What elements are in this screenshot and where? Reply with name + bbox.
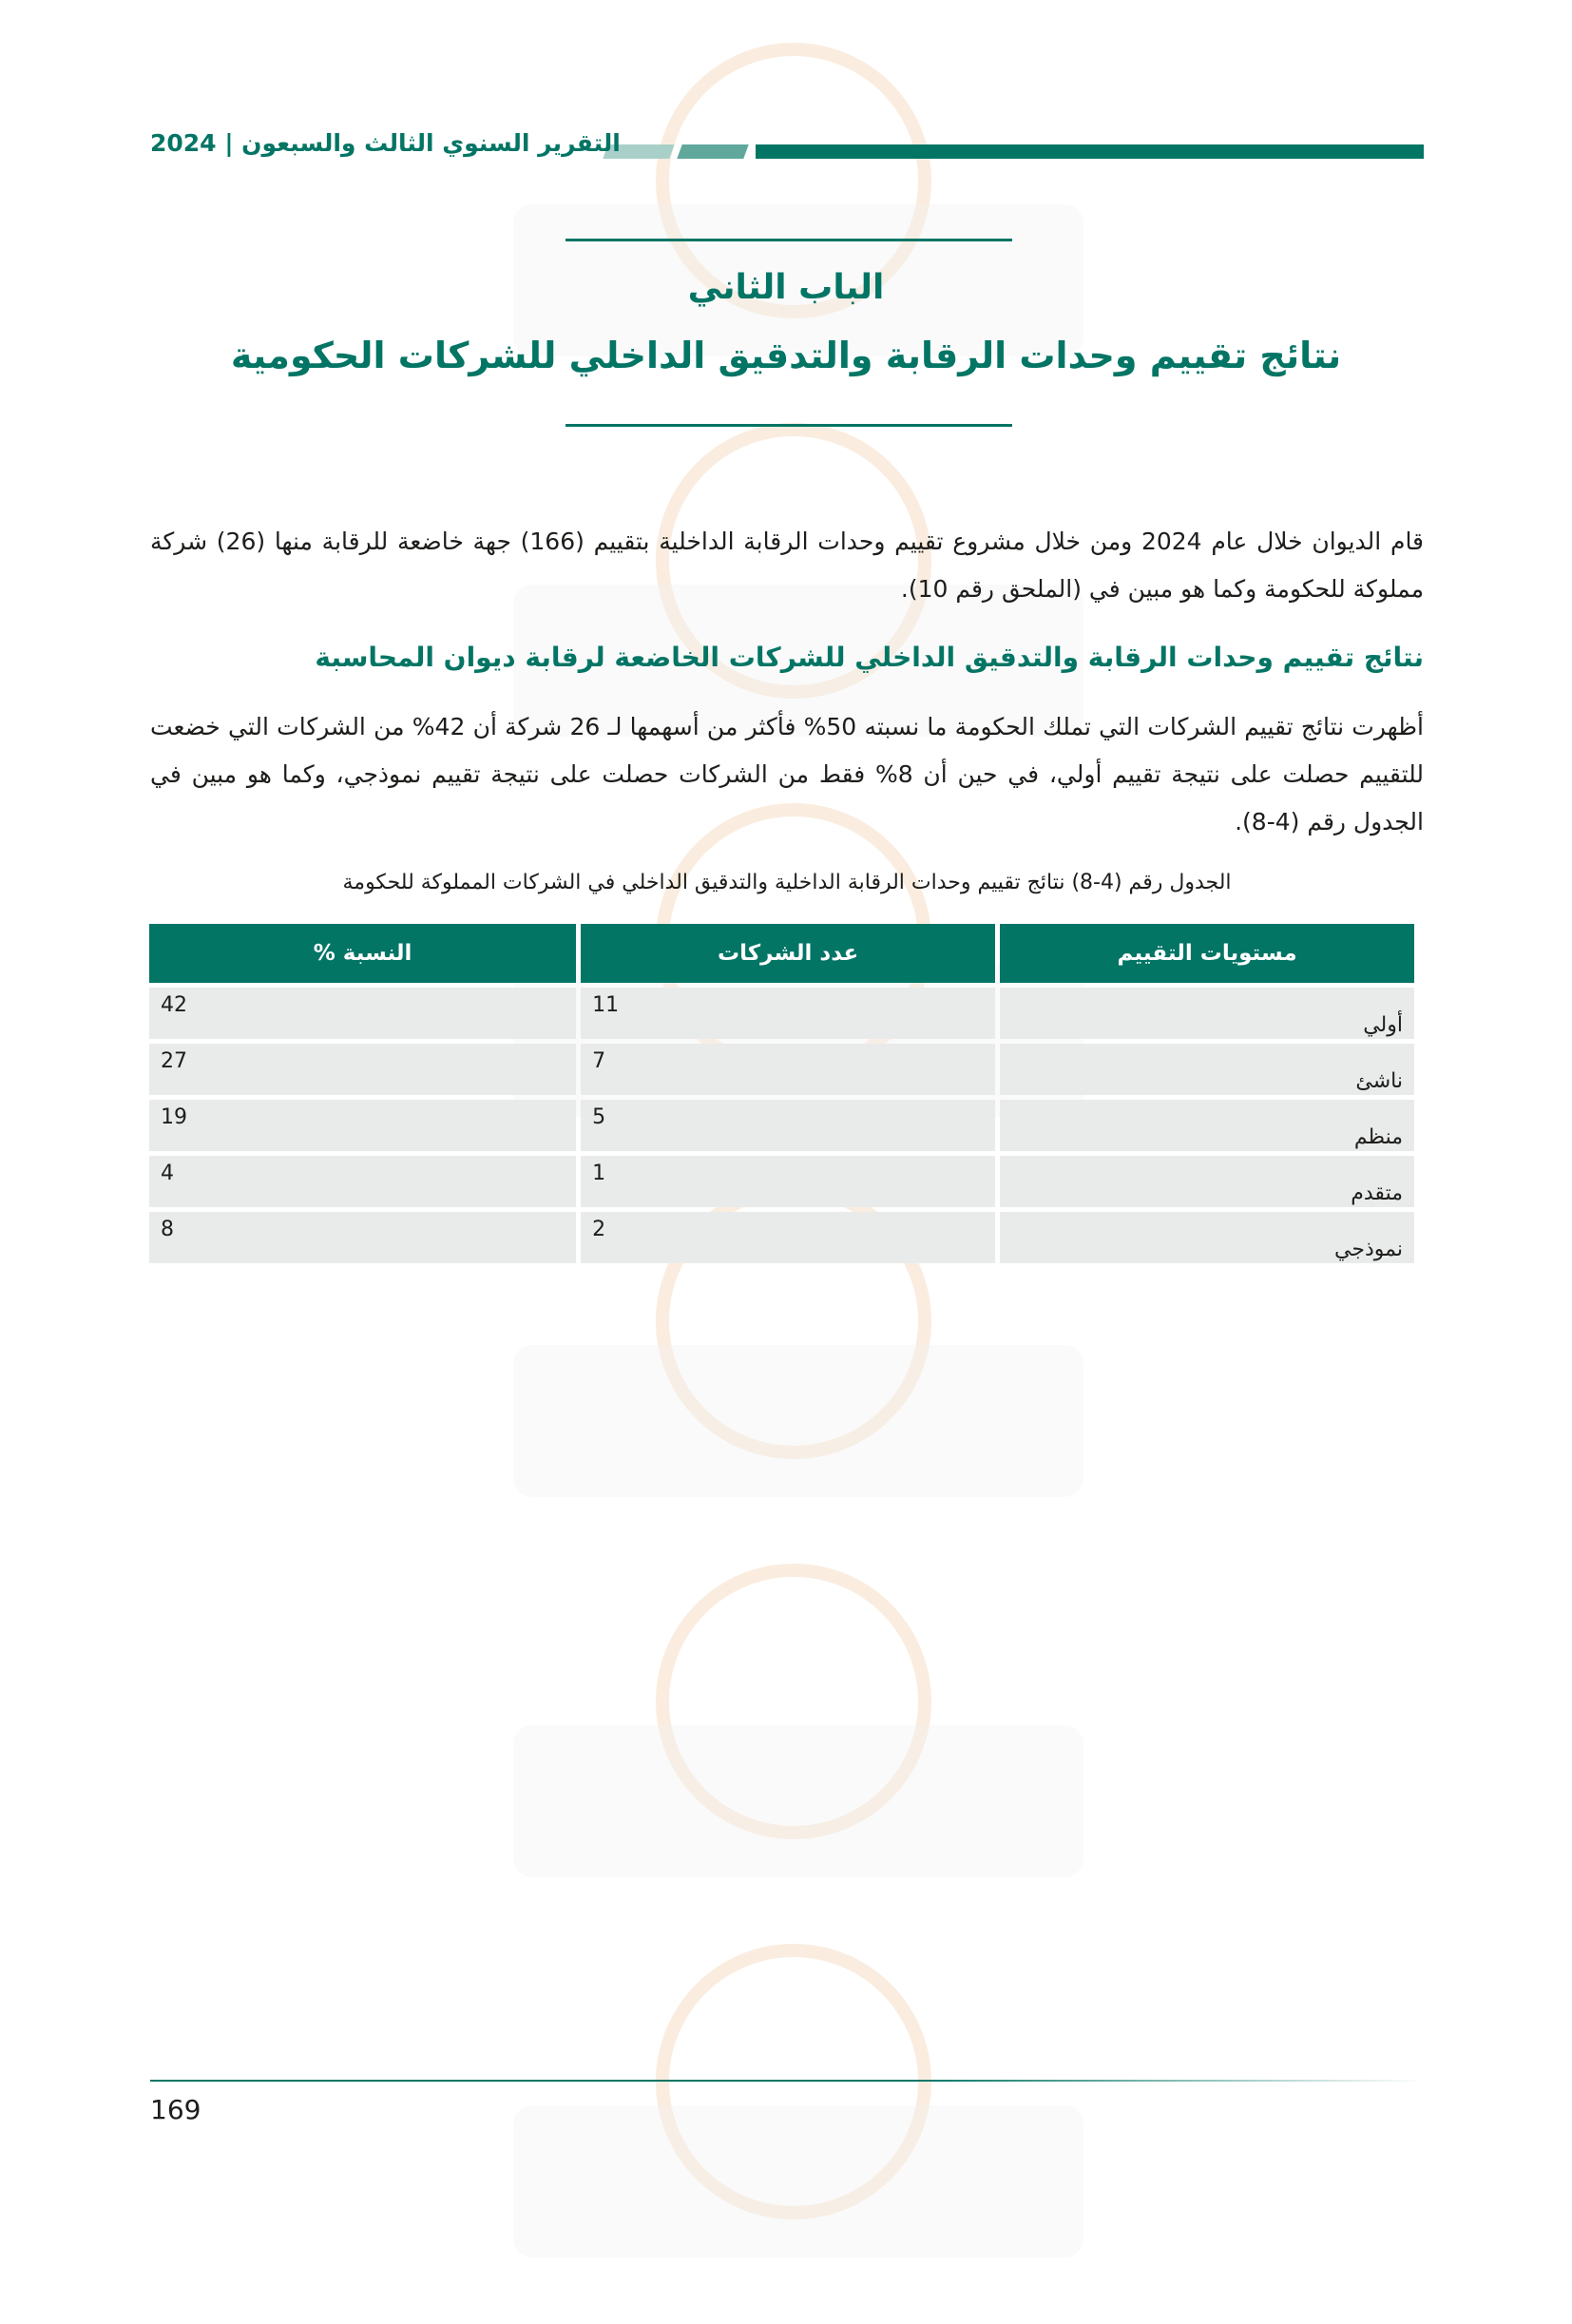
column-header-level: مستويات التقييم (1000, 924, 1414, 983)
header-bar (756, 144, 1424, 159)
cell-count: 11 (581, 988, 995, 1039)
section-heading: نتائج تقييم وحدات الرقابة والتدقيق الداخلي للشركات الخاضعة لرقابة ديوان المحاسبة (315, 642, 1424, 673)
cell-level: أولي (1000, 988, 1414, 1039)
table-row (149, 1156, 1414, 1207)
results-table (144, 919, 1419, 1268)
running-header (150, 129, 621, 157)
title-rule-top (566, 239, 1012, 241)
cell-count: 2 (581, 1212, 995, 1263)
cell-level: منظم (1000, 1100, 1414, 1151)
cell-percent: 4 (149, 1156, 576, 1207)
footer-rule (150, 2080, 1424, 2082)
table-row (149, 1044, 1414, 1095)
cell-percent: 42 (149, 988, 576, 1039)
cell-level: ناشئ (1000, 1044, 1414, 1095)
watermark-logo (513, 1944, 1083, 2324)
cell-count: 7 (581, 1044, 995, 1095)
cell-count: 1 (581, 1156, 995, 1207)
report-year: 2024 (150, 129, 217, 157)
table-row (149, 988, 1414, 1039)
column-header-percent: النسبة % (149, 924, 576, 983)
watermark-logo (513, 1564, 1083, 1944)
cell-percent: 27 (149, 1044, 576, 1095)
header-accent-bar (677, 144, 748, 159)
cell-level: نموذجي (1000, 1212, 1414, 1263)
page-number: 169 (150, 2094, 201, 2125)
intro-paragraph: قام الديوان خلال عام 2024 ومن خلال مشروع تقييم وحدات الرقابة الداخلية بتقييم (166) جهة خاضعة للرقابة منها (26) شركة مملوكة للحكومة وكما هو مبين في (الملحق رقم 10). (150, 528, 1425, 603)
section-paragraph: أظهرت نتائج تقييم الشركات التي تملك الحكومة ما نسبته 50% فأكثر من أسهمها لـ 26 شركة أن 42% من الشركات التي خضعت للتقييم حصلت على نتيجة تقييم أولي، في حين أن 8% فقط من الشركات حصلت على نتيجة تقييم نموذجي، وكما هو مبين في الجدول رقم (4-8). (150, 713, 1424, 835)
cell-count: 5 (581, 1100, 995, 1151)
cell-percent: 8 (149, 1212, 576, 1263)
title-rule-bottom (566, 424, 1012, 427)
chapter-label: الباب الثاني (687, 268, 885, 307)
table-header-row (149, 924, 1414, 983)
table-row (149, 1212, 1414, 1263)
cell-level: متقدم (1000, 1156, 1414, 1207)
report-title: التقرير السنوي الثالث والسبعون (241, 129, 621, 157)
header-separator: | (224, 129, 234, 157)
chapter-title: نتائج تقييم وحدات الرقابة والتدقيق الداخلي للشركات الحكومية (230, 335, 1342, 376)
cell-percent: 19 (149, 1100, 576, 1151)
column-header-count: عدد الشركات (581, 924, 995, 983)
table-row (149, 1100, 1414, 1151)
table-caption: الجدول رقم (4-8) نتائج تقييم وحدات الرقابة الداخلية والتدقيق الداخلي في الشركات المملوكة للحكومة (342, 871, 1232, 894)
